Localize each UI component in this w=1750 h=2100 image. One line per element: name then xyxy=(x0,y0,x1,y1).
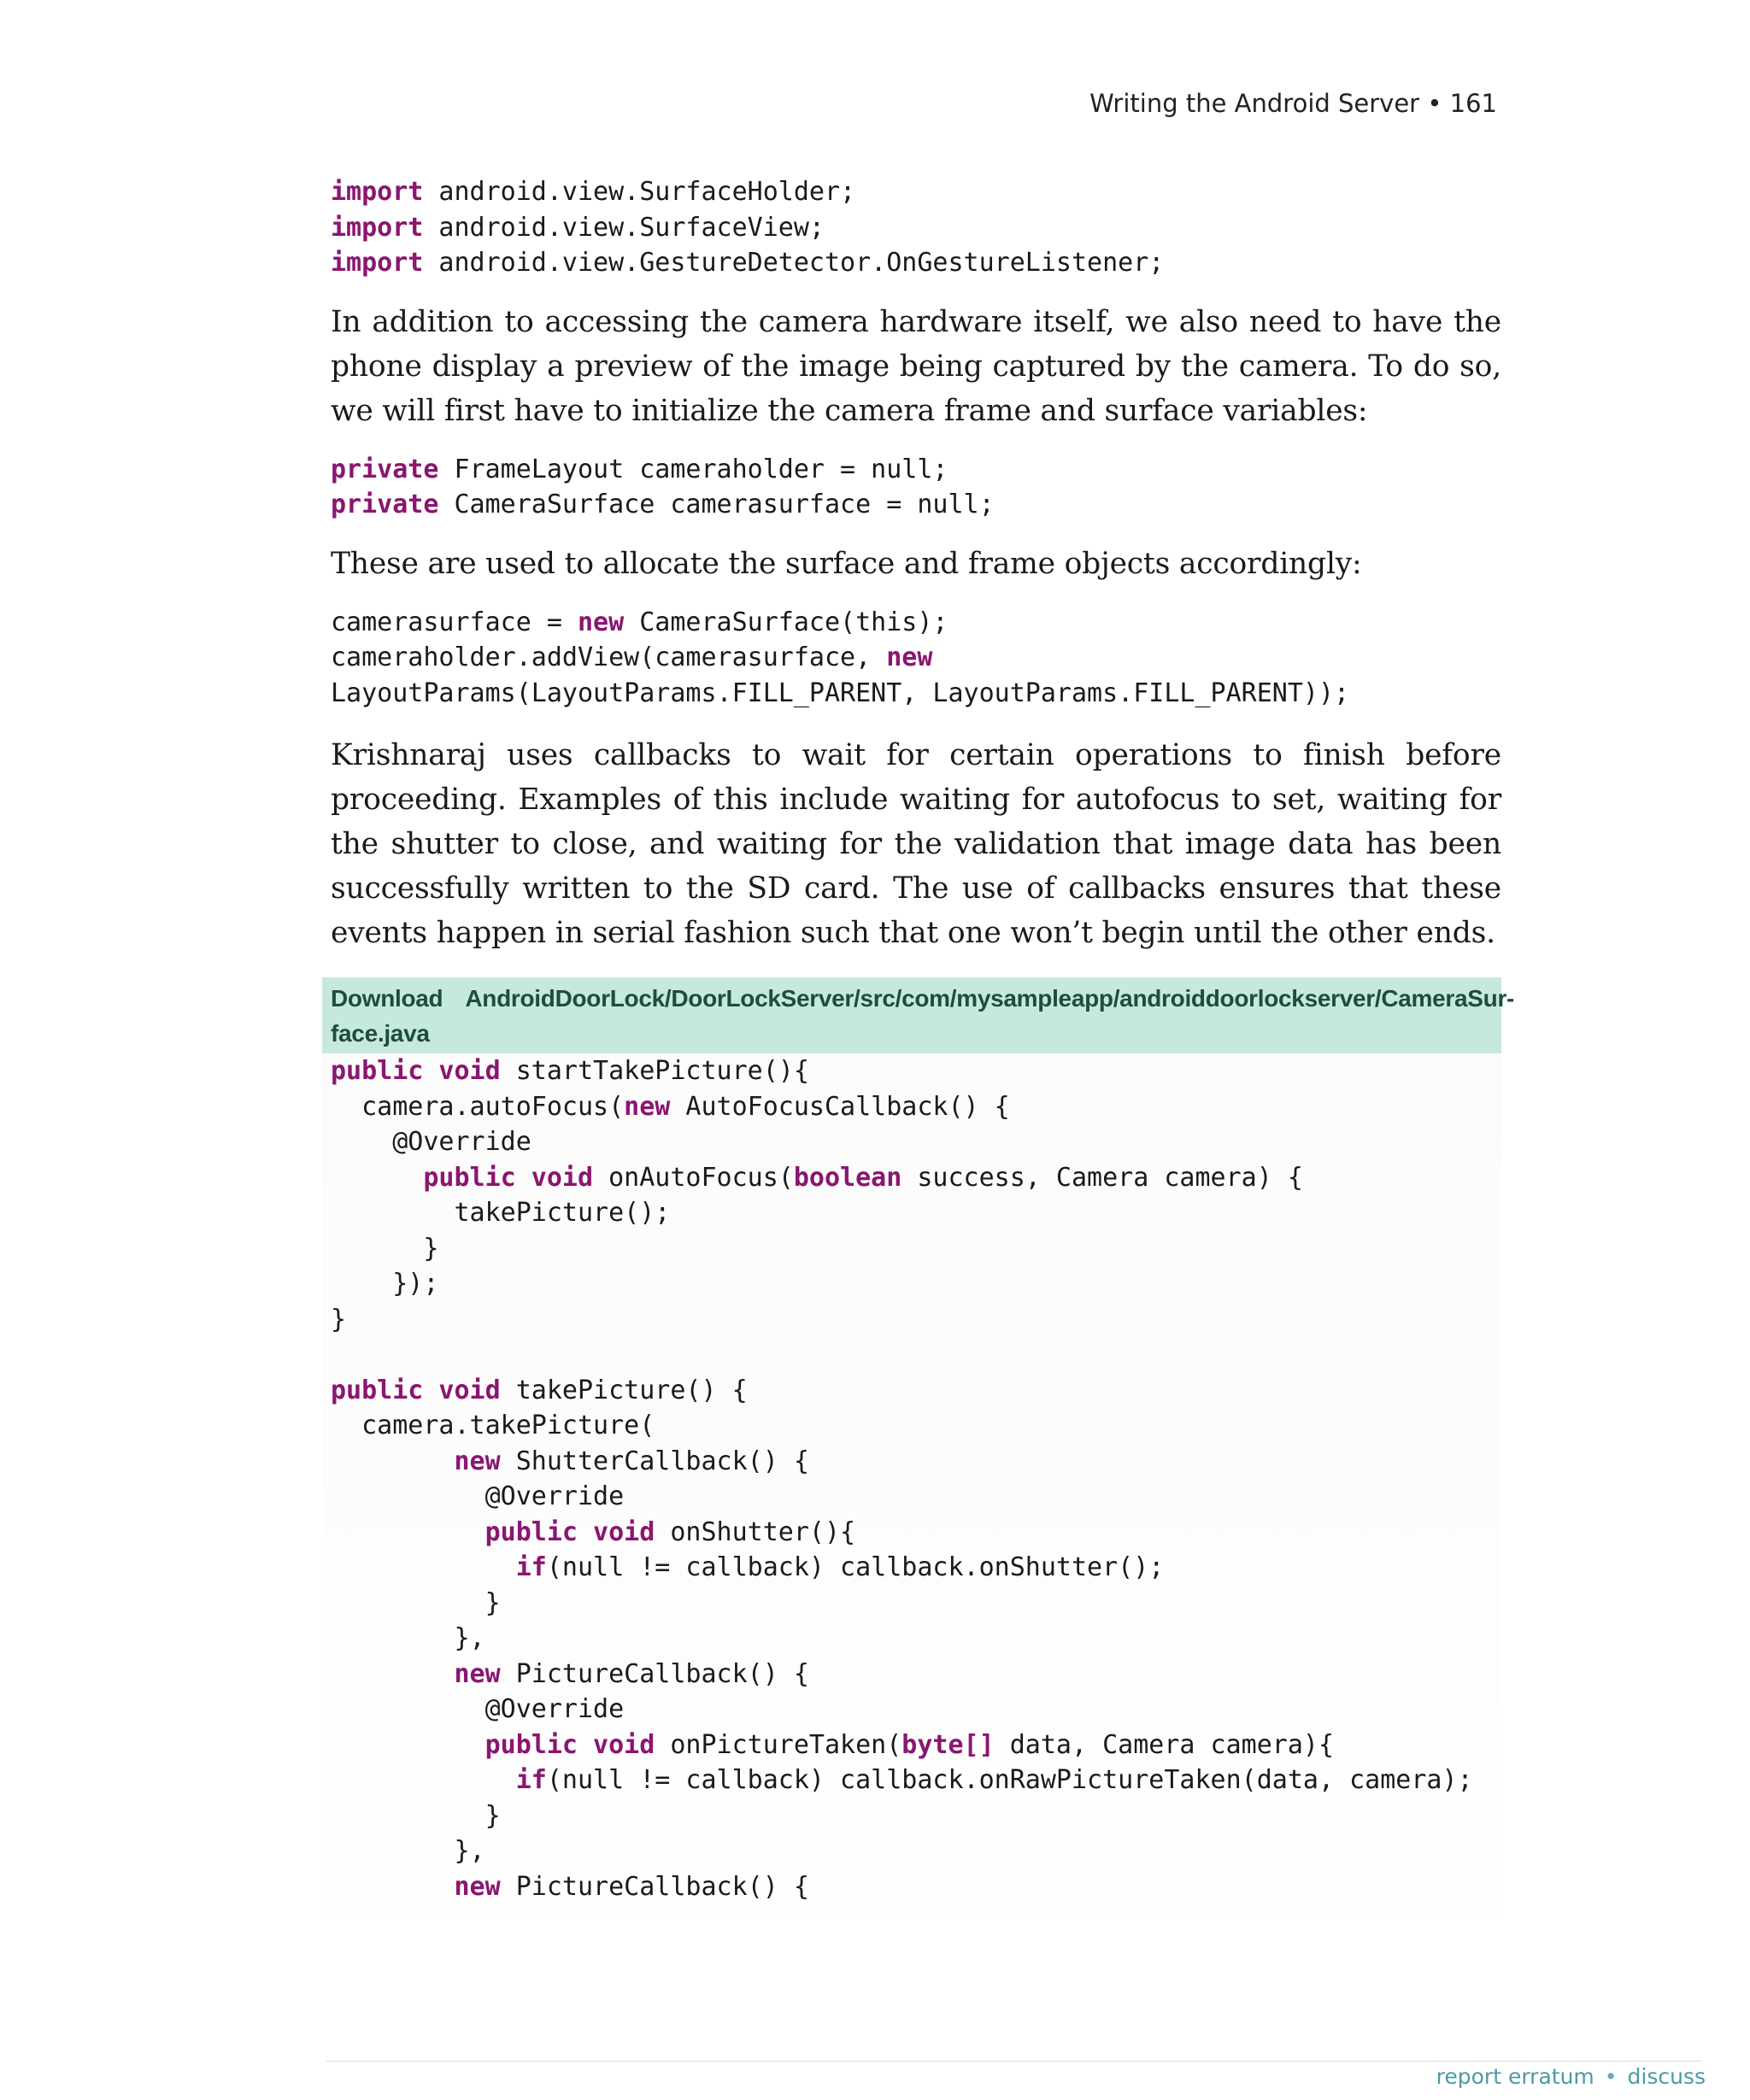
code-line xyxy=(331,1836,485,1866)
code-listing xyxy=(322,977,1515,1916)
listing-code xyxy=(331,1053,1493,1904)
code-text: } xyxy=(331,1233,439,1264)
code-line: import android.view.GestureDetector.OnGestureListener; xyxy=(331,248,1165,278)
code-text: AutoFocusCallback() { xyxy=(670,1091,1010,1122)
code-line xyxy=(331,1198,670,1228)
code-line: private CameraSurface camerasurface = null; xyxy=(331,490,995,519)
code-keyword: boolean xyxy=(793,1162,902,1193)
code-line xyxy=(331,1517,855,1547)
code-text xyxy=(331,1765,516,1795)
listing-header xyxy=(322,977,1515,1053)
code-text: takePicture() { xyxy=(500,1375,748,1405)
code-line xyxy=(331,1446,809,1476)
code-keyword: public void xyxy=(331,1056,501,1086)
code-line xyxy=(331,1872,809,1902)
code-line xyxy=(331,1056,809,1086)
code-line xyxy=(331,1659,809,1689)
code-line xyxy=(331,1127,531,1157)
listing-body xyxy=(322,1053,1501,1916)
code-line xyxy=(331,1269,438,1299)
code-line: import android.view.SurfaceHolder; xyxy=(331,177,856,207)
code-text: onAutoFocus( xyxy=(593,1162,794,1193)
code-text: onPictureTaken( xyxy=(655,1729,902,1760)
code-keyword: public void xyxy=(484,1516,655,1547)
code-line: import android.view.SurfaceView; xyxy=(331,212,825,243)
code-imports xyxy=(331,174,1501,281)
code-keyword: if xyxy=(515,1552,547,1582)
listing-file-path[interactable]: AndroidDoorLock/DoorLockServer/src/com/mysampleapp/androiddoorlockserver/CameraSur- face.java xyxy=(331,985,1515,1047)
code-text: (null != callback) callback.onRawPictureTaken(data, camera); xyxy=(546,1765,1473,1795)
code-text: success, Camera camera) { xyxy=(901,1162,1303,1193)
code-line: LayoutParams(LayoutParams.FILL_PARENT, LayoutParams.FILL_PARENT)); xyxy=(331,678,1350,708)
code-line xyxy=(331,1305,346,1334)
code-line xyxy=(331,1163,1303,1193)
code-text: }, xyxy=(331,1836,485,1866)
code-line xyxy=(331,1765,1473,1795)
code-text: } xyxy=(331,1304,347,1334)
discuss-link[interactable]: discuss xyxy=(1627,2064,1706,2089)
code-text: camera.autoFocus( xyxy=(331,1091,625,1122)
running-head: Writing the Android Server • 161 xyxy=(1089,89,1497,118)
paragraph-callbacks: Krishnaraj uses callbacks to wait for certain operations to finish before proceeding. Examples of this include waiting for autofocus to set, waiting for the shutter to close, and waiting for the validation that image data has been successfully written to the SD card. The use of callbacks ensures that these events happen in serial fashion such that one won’t begin until the other ends. xyxy=(331,738,1501,950)
code-text: } xyxy=(331,1587,501,1618)
code-keyword: new xyxy=(454,1446,501,1476)
code-text: PictureCallback() { xyxy=(500,1871,809,1902)
code-text: data, Camera camera){ xyxy=(994,1729,1335,1760)
code-line xyxy=(331,1092,1010,1122)
code-keyword: public void xyxy=(423,1162,594,1193)
code-text: PictureCallback() { xyxy=(500,1658,809,1689)
code-text: takePicture(); xyxy=(331,1198,671,1228)
code-text: (null != callback) callback.onShutter(); xyxy=(546,1552,1165,1582)
footer-separator: • xyxy=(1604,2064,1618,2089)
code-text xyxy=(331,1872,455,1902)
code-keyword: new xyxy=(454,1658,501,1689)
code-text xyxy=(331,1163,423,1193)
code-line xyxy=(331,1623,485,1653)
code-text: } xyxy=(331,1800,501,1831)
code-line xyxy=(331,1234,438,1264)
code-keyword: new xyxy=(624,1091,671,1122)
code-line xyxy=(331,1481,624,1511)
code-line: cameraholder.addView(camerasurface, new xyxy=(331,642,933,672)
code-keyword: byte[] xyxy=(901,1729,995,1760)
code-text: @Override xyxy=(331,1694,625,1724)
code-allocation xyxy=(331,605,1501,712)
footer-links xyxy=(1436,2064,1706,2089)
code-text: onShutter(){ xyxy=(655,1516,856,1547)
footer-divider xyxy=(326,2061,1702,2062)
paragraph-allocate: These are used to allocate the surface and frame objects accordingly: xyxy=(331,546,1362,581)
code-text: @Override xyxy=(331,1481,625,1511)
code-text: }, xyxy=(331,1623,485,1653)
code-line xyxy=(331,1376,748,1405)
code-line xyxy=(331,1411,655,1440)
code-text xyxy=(331,1659,455,1689)
code-keyword: if xyxy=(515,1765,547,1795)
code-line xyxy=(331,1730,1334,1760)
page-content xyxy=(331,174,1515,1916)
code-text: }); xyxy=(331,1269,439,1299)
download-link[interactable]: Download xyxy=(331,985,443,1012)
code-keyword: new xyxy=(454,1871,501,1902)
code-text xyxy=(331,1517,485,1547)
code-text: camera.takePicture( xyxy=(331,1411,655,1440)
code-text: startTakePicture(){ xyxy=(500,1056,809,1086)
code-line xyxy=(331,1801,501,1831)
paragraph-camera-preview: In addition to accessing the camera hardware itself, we also need to have the phone display a preview of the image being captured by the camera. To do so, we will first have to initialize the camera frame and surface variables: xyxy=(331,304,1501,428)
code-text xyxy=(331,1730,485,1760)
code-text: ShutterCallback() { xyxy=(500,1446,809,1476)
code-fields xyxy=(331,452,1501,523)
code-keyword: public void xyxy=(484,1729,655,1760)
code-text: @Override xyxy=(331,1127,531,1157)
code-text xyxy=(331,1446,455,1476)
code-line: private FrameLayout cameraholder = null; xyxy=(331,454,948,484)
code-keyword: public void xyxy=(331,1375,501,1405)
code-line xyxy=(331,1588,501,1618)
code-line xyxy=(331,1552,1164,1582)
code-line: camerasurface = new CameraSurface(this); xyxy=(331,607,948,637)
code-text xyxy=(331,1552,516,1582)
report-erratum-link[interactable]: report erratum xyxy=(1436,2064,1594,2089)
code-line xyxy=(331,1694,624,1724)
